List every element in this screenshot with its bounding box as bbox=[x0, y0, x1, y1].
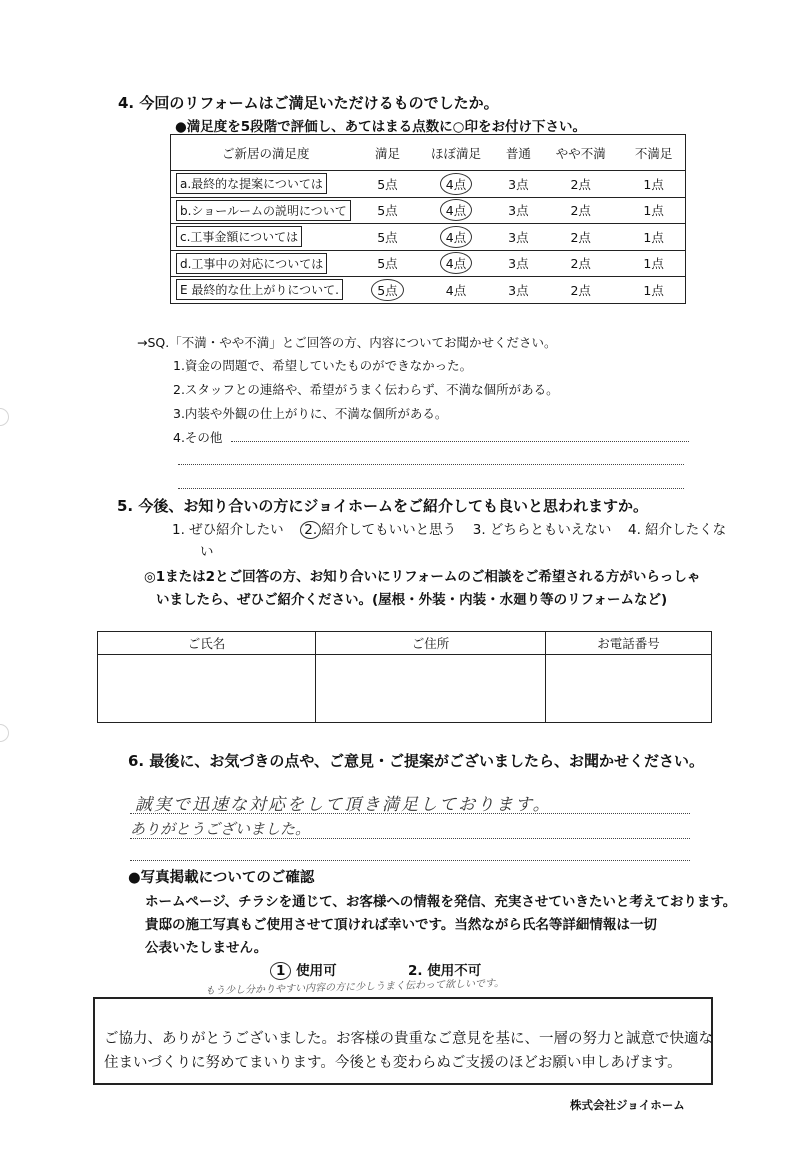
photo-option-1-circle[interactable]: 1 bbox=[270, 962, 291, 980]
score-option: 5点 bbox=[377, 229, 398, 245]
score-cell[interactable] bbox=[361, 171, 415, 198]
score-cell[interactable] bbox=[622, 171, 685, 198]
score-cell[interactable] bbox=[361, 277, 415, 304]
score-selected: 4点 bbox=[440, 199, 472, 221]
score-option: 5点 bbox=[377, 176, 398, 192]
score-option: 5点 bbox=[377, 256, 398, 272]
q6-line-1[interactable] bbox=[130, 813, 690, 814]
score-cell[interactable] bbox=[622, 250, 685, 277]
score-selected: 4点 bbox=[440, 173, 472, 195]
ref-header-address: ご住所 bbox=[316, 632, 546, 655]
score-cell[interactable] bbox=[622, 197, 685, 224]
photo-title: ●写真掲載についてのご確認 bbox=[128, 870, 315, 886]
sq-title: →SQ.「不満・やや不満」とご回答の方、内容についてお聞かせください。 bbox=[137, 335, 557, 350]
score-option: 2点 bbox=[570, 229, 591, 245]
score-cell[interactable] bbox=[414, 224, 497, 251]
score-cell[interactable] bbox=[414, 171, 497, 198]
photo-body-3: 公表いたしません。 bbox=[145, 940, 268, 956]
q4-title: 4. 今回のリフォームはご満足いただけるものでしたか。 bbox=[118, 94, 499, 112]
score-option: 2点 bbox=[570, 282, 591, 298]
q5-note-line2: いましたら、ぜひご紹介ください。(屋根・外装・内装・水廻り等のリフォームなど) bbox=[156, 592, 668, 608]
score-selected: 5点 bbox=[371, 279, 403, 301]
table-row bbox=[171, 277, 686, 304]
table-header: 不満足 bbox=[634, 145, 673, 161]
ref-name-field[interactable] bbox=[98, 655, 316, 723]
q6-title: 6. 最後に、お気づきの点や、ご意見・ご提案がございましたら、お聞かせください。 bbox=[128, 752, 705, 770]
company-name: 株式会社ジョイホーム bbox=[570, 1098, 685, 1112]
score-cell[interactable] bbox=[414, 250, 497, 277]
score-option: 4点 bbox=[445, 282, 467, 298]
q4-instruction: ●満足度を5段階で評価し、あてはまる点数に○印をお付け下さい。 bbox=[175, 119, 586, 135]
q5-option-4-wrap: い bbox=[200, 544, 214, 560]
score-option: 3点 bbox=[508, 176, 529, 192]
closing-box bbox=[93, 997, 713, 1085]
table-header: 普通 bbox=[505, 145, 531, 161]
photo-option-2[interactable]: 2. 使用不可 bbox=[408, 963, 482, 979]
score-option: 5点 bbox=[377, 203, 398, 219]
score-cell[interactable] bbox=[498, 277, 540, 304]
ref-phone-field[interactable] bbox=[546, 655, 712, 723]
q5-title: 5. 今後、お知り合いの方にジョイホームをご紹介しても良いと思われますか。 bbox=[117, 497, 649, 515]
sq-other-line-3[interactable] bbox=[178, 488, 684, 489]
q6-answer-line2: ありがとうございました。 bbox=[130, 820, 311, 838]
score-cell[interactable] bbox=[414, 197, 497, 224]
sq-option-1: 1.資金の問題で、希望していたものができなかった。 bbox=[173, 358, 473, 373]
q5-option-4[interactable]: 4. 紹介したくな bbox=[628, 522, 727, 538]
score-selected: 4点 bbox=[440, 252, 472, 274]
score-cell[interactable] bbox=[539, 277, 622, 304]
closing-line-2: 住まいづくりに努めてまいります。今後とも変わらぬご支援のほどお願い申しあげます。 bbox=[104, 1055, 682, 1071]
table-row bbox=[171, 171, 686, 198]
row-label: c.工事金額については bbox=[176, 226, 302, 247]
score-option: 1点 bbox=[643, 176, 664, 192]
q5-option-2-circle[interactable]: 2. bbox=[300, 521, 321, 539]
table-header: 満足 bbox=[374, 145, 400, 161]
ref-header-name: ご氏名 bbox=[98, 632, 316, 655]
score-option: 3点 bbox=[508, 282, 529, 298]
score-cell[interactable] bbox=[539, 171, 622, 198]
sq-option-3: 3.内装や外観の仕上がりに、不満な個所がある。 bbox=[173, 406, 448, 421]
sq-option-4: 4.その他 bbox=[173, 430, 223, 445]
row-label: d.工事中の対応については bbox=[176, 253, 327, 274]
closing-line-1: ご協力、ありがとうございました。お客様の貴重なご意見を基に、一層の努力と誠意で快適な bbox=[104, 1031, 713, 1047]
score-option: 1点 bbox=[643, 229, 664, 245]
q5-options bbox=[172, 518, 726, 539]
row-label: a.最終的な提案については bbox=[176, 173, 327, 194]
score-option: 3点 bbox=[508, 203, 529, 219]
ref-header-phone: お電話番号 bbox=[546, 632, 712, 655]
table-row bbox=[171, 197, 686, 224]
score-cell[interactable] bbox=[622, 224, 685, 251]
sq-option-2: 2.スタッフとの連絡や、希望がうまく伝わらず、不満な個所がある。 bbox=[173, 382, 559, 397]
punch-hole-top bbox=[0, 408, 9, 426]
score-cell[interactable] bbox=[539, 250, 622, 277]
score-option: 2点 bbox=[570, 256, 591, 272]
q5-note-line1: ◎1または2とご回答の方、お知り合いにリフォームのご相談をご希望される方がいらっしゃ bbox=[144, 569, 701, 585]
table-header: やや不満 bbox=[555, 145, 606, 161]
sq-other-line-2[interactable] bbox=[178, 464, 684, 465]
score-option: 1点 bbox=[643, 203, 664, 219]
q6-answer-line1: 誠実で迅速な対応をして頂き満足しております。 bbox=[135, 795, 552, 815]
score-option: 2点 bbox=[570, 176, 591, 192]
row-label: E 最終的な仕上がりについて. bbox=[176, 279, 343, 300]
score-cell[interactable] bbox=[361, 250, 415, 277]
row-label: b.ショールームの説明について bbox=[176, 200, 351, 221]
score-cell[interactable] bbox=[498, 250, 540, 277]
photo-handwritten-note: もう少し分かりやすい内容の方に少しうまく伝わって欲しいです。 bbox=[204, 978, 505, 997]
table-row bbox=[171, 250, 686, 277]
photo-body-1: ホームページ、チラシを通じて、お客様への情報を発信、充実させていきたいと考えております。 bbox=[145, 894, 737, 910]
table-header: ほぼ満足 bbox=[430, 145, 481, 161]
referral-table bbox=[97, 631, 712, 723]
sq-other-line[interactable] bbox=[231, 441, 689, 442]
q5-option-3[interactable]: 3. どちらともいえない bbox=[472, 522, 612, 538]
q5-option-2[interactable]: 紹介してもいいと思う bbox=[321, 522, 457, 538]
satisfaction-table bbox=[170, 134, 686, 304]
score-cell[interactable] bbox=[414, 277, 497, 304]
score-cell[interactable] bbox=[498, 171, 540, 198]
q5-option-1[interactable]: 1. ぜひ紹介したい bbox=[172, 522, 284, 538]
score-option: 3点 bbox=[508, 229, 529, 245]
photo-body-2: 貴邸の施工写真もご使用させて頂ければ幸いです。当然ながら氏名等詳細情報は一切 bbox=[145, 917, 657, 933]
q6-line-2[interactable] bbox=[130, 838, 690, 839]
table-header: ご新居の満足度 bbox=[221, 145, 310, 161]
score-cell[interactable] bbox=[539, 197, 622, 224]
score-cell[interactable] bbox=[622, 277, 685, 304]
score-option: 1点 bbox=[643, 256, 664, 272]
score-selected: 4点 bbox=[440, 226, 472, 248]
photo-option-1[interactable]: 使用可 bbox=[296, 963, 337, 979]
q6-line-3[interactable] bbox=[130, 860, 690, 861]
score-option: 2点 bbox=[570, 203, 591, 219]
score-cell[interactable] bbox=[361, 197, 415, 224]
score-option: 1点 bbox=[643, 282, 664, 298]
punch-hole-bottom bbox=[0, 724, 9, 742]
score-cell[interactable] bbox=[498, 224, 540, 251]
score-cell[interactable] bbox=[539, 224, 622, 251]
ref-address-field[interactable] bbox=[316, 655, 546, 723]
score-cell[interactable] bbox=[361, 224, 415, 251]
table-row bbox=[171, 224, 686, 251]
score-option: 3点 bbox=[508, 256, 529, 272]
score-cell[interactable] bbox=[498, 197, 540, 224]
